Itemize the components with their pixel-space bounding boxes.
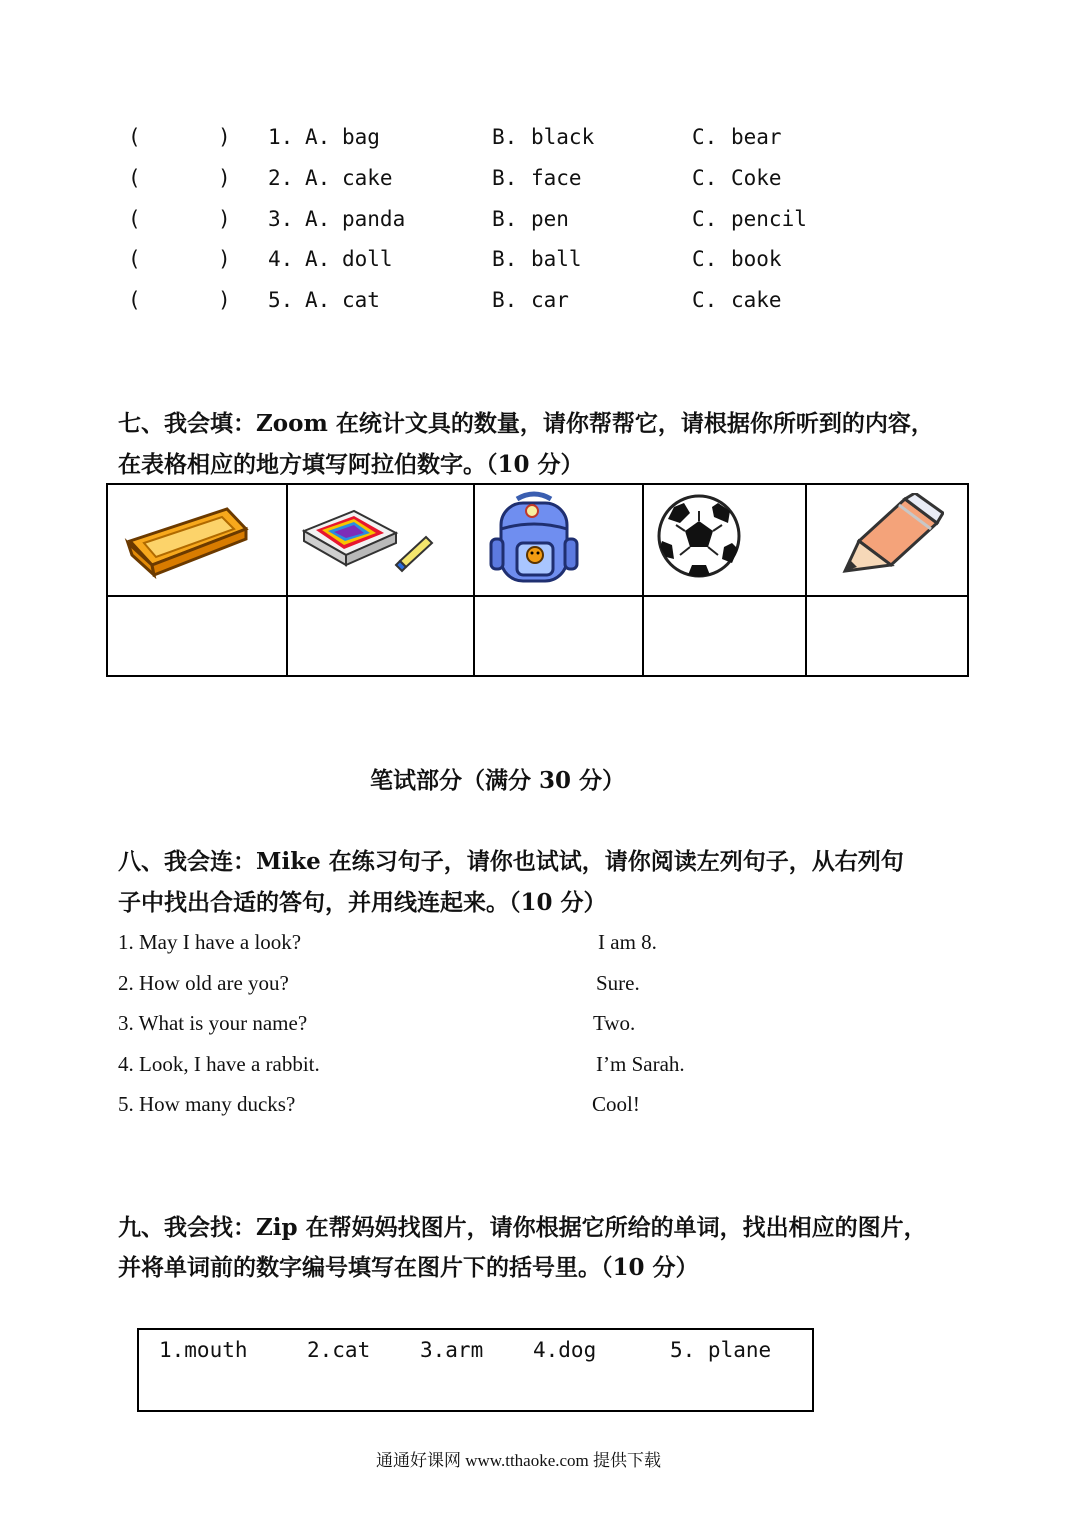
table-cell-pencil-case: [107, 484, 287, 596]
answer-cell[interactable]: [474, 596, 643, 676]
option-a-label: A.: [305, 125, 331, 149]
option-a-label: A.: [305, 247, 331, 271]
written-part-title: 笔试部分（满分 30 分）: [370, 767, 626, 794]
option-b-word: car: [531, 288, 569, 312]
option-a-word: panda: [342, 207, 406, 231]
table-cell-crayons: [287, 484, 474, 596]
answer-paren-open: (: [128, 247, 141, 271]
answer-sentence: Two.: [593, 1011, 636, 1035]
pencil-icon: [839, 493, 944, 575]
question-number: 1.: [268, 125, 294, 149]
option-b-label: B.: [492, 166, 518, 190]
option-a-label: A.: [305, 288, 331, 312]
table-cell-ball: [643, 484, 806, 596]
question-sentence: 2. How old are you?: [118, 971, 289, 995]
option-b-word: pen: [531, 207, 569, 231]
option-b-word: face: [531, 166, 582, 190]
word-bank-item: 3.arm: [420, 1338, 484, 1362]
option-c-label: C.: [692, 166, 718, 190]
choice-row: [0, 247, 1075, 277]
answer-paren-close: ): [218, 288, 231, 312]
section8-heading-line1: 八、我会连：Mike 在练习句子，请你也试试，请你阅读左列句子，从右列句: [118, 848, 904, 875]
answer-paren-close: ): [218, 247, 231, 271]
option-c-label: C.: [692, 288, 718, 312]
question-sentence: 1. May I have a look?: [118, 930, 302, 954]
stationery-count-table: [106, 483, 969, 677]
option-b-word: black: [531, 125, 595, 149]
option-c-word: pencil: [731, 207, 807, 231]
question-number: 3.: [268, 207, 294, 231]
choice-row: [0, 125, 1075, 155]
option-c-label: C.: [692, 247, 718, 271]
option-b-label: B.: [492, 247, 518, 271]
option-c-word: cake: [731, 288, 782, 312]
choice-row: [0, 166, 1075, 196]
option-b-label: B.: [492, 288, 518, 312]
option-c-word: book: [731, 247, 782, 271]
question-sentence: 3. What is your name?: [118, 1011, 308, 1035]
option-a-word: cat: [342, 288, 380, 312]
word-bank-item: 1.mouth: [159, 1338, 248, 1362]
answer-paren-close: ): [218, 125, 231, 149]
answer-paren-open: (: [128, 125, 141, 149]
option-a-label: A.: [305, 207, 331, 231]
answer-cell[interactable]: [806, 596, 968, 676]
soccer-ball-icon: [656, 493, 742, 579]
answer-paren-close: ): [218, 207, 231, 231]
option-b-label: B.: [492, 125, 518, 149]
option-c-label: C.: [692, 125, 718, 149]
table-cell-pencil: [806, 484, 968, 596]
section8-heading-line2: 子中找出合适的答句，并用线连起来。（10 分）: [118, 889, 607, 916]
answer-paren-open: (: [128, 166, 141, 190]
section7-heading-line1: 七、我会填：Zoom 在统计文具的数量，请你帮帮它，请根据你所听到的内容，: [118, 410, 934, 437]
option-c-word: bear: [731, 125, 782, 149]
word-bank-item: 2.cat: [307, 1338, 371, 1362]
pencil-case-icon: [122, 499, 252, 579]
option-c-word: Coke: [731, 166, 782, 190]
answer-cell[interactable]: [287, 596, 474, 676]
answer-sentence: Cool!: [592, 1092, 640, 1116]
section7-heading-line2: 在表格相应的地方填写阿拉伯数字。（10 分）: [118, 451, 584, 478]
question-sentence: 4. Look, I have a rabbit.: [118, 1052, 320, 1076]
answer-sentence: I’m Sarah.: [596, 1052, 685, 1076]
question-sentence: 5. How many ducks?: [118, 1092, 296, 1116]
choice-row: [0, 288, 1075, 318]
answer-paren-close: ): [218, 166, 231, 190]
crayon-box-icon: [300, 503, 435, 575]
question-number: 4.: [268, 247, 294, 271]
page-footer: 通通好课网 www.tthaoke.com 提供下载: [376, 1451, 662, 1470]
choice-row: [0, 207, 1075, 237]
word-bank-item: 5. plane: [670, 1338, 772, 1362]
answer-cell[interactable]: [643, 596, 806, 676]
answer-sentence: I am 8.: [598, 930, 657, 954]
section9-heading-line1: 九、我会找：Zip 在帮妈妈找图片，请你根据它所给的单词，找出相应的图片，: [118, 1214, 927, 1241]
section9-heading-line2: 并将单词前的数字编号填写在图片下的括号里。（10 分）: [118, 1254, 699, 1281]
question-number: 5.: [268, 288, 294, 312]
option-a-word: bag: [342, 125, 380, 149]
answer-paren-open: (: [128, 288, 141, 312]
option-b-word: ball: [531, 247, 582, 271]
question-number: 2.: [268, 166, 294, 190]
word-bank-item: 4.dog: [533, 1338, 597, 1362]
option-b-label: B.: [492, 207, 518, 231]
school-bag-icon: [487, 489, 582, 589]
option-a-word: cake: [342, 166, 393, 190]
option-c-label: C.: [692, 207, 718, 231]
option-a-word: doll: [342, 247, 393, 271]
table-cell-school-bag: [474, 484, 643, 596]
option-a-label: A.: [305, 166, 331, 190]
answer-cell[interactable]: [107, 596, 287, 676]
answer-sentence: Sure.: [596, 971, 640, 995]
answer-paren-open: (: [128, 207, 141, 231]
